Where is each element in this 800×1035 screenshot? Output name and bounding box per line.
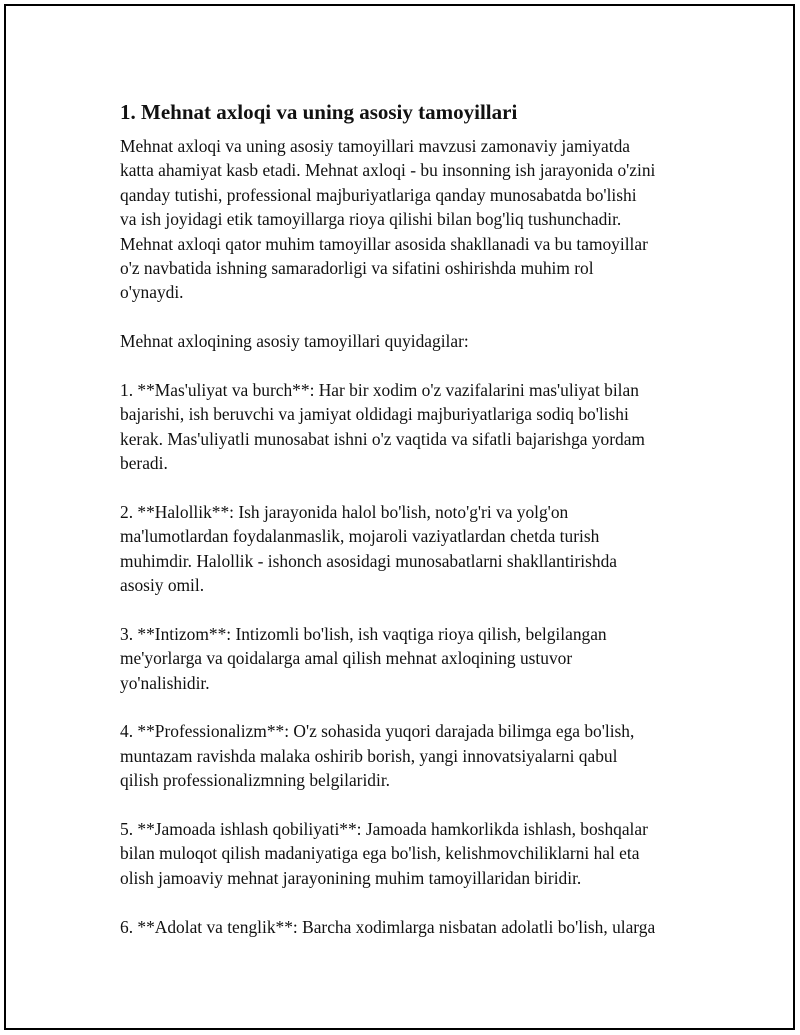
text-line: 5. **Jamoada ishlash qobiliyati**: Jamoada hamkorlikda ishlash, boshqalar [120, 818, 648, 839]
text-line: 4. **Professionalizm**: O'z sohasida yuqori darajada bilimga ega bo'lish, [120, 721, 635, 742]
text-line: qanday tutishi, professional majburiyatlariga qanday munosabatda bo'lishi [120, 184, 637, 205]
text-line: ma'lumotlardan foydalanmaslik, mojaroli vaziyatlardan chetda turish [120, 526, 600, 547]
document-title: 1. Mehnat axloqi va uning asosiy tamoyillari [120, 100, 518, 124]
text-line: 6. **Adolat va tenglik**: Barcha xodimlarga nisbatan adolatli bo'lish, ularga [120, 916, 656, 937]
text-line: va ish joyidagi etik tamoyillarga rioya qilishi bilan bog'liq tushunchadir. [120, 209, 622, 230]
page-frame [4, 4, 795, 1030]
blank-line [120, 695, 700, 719]
text-line: muhimdir. Halollik - ishonch asosidagi munosabatlarni shakllantirishda [120, 550, 618, 571]
text-line: 1. **Mas'uliyat va burch**: Har bir xodim o'z vazifalarini mas'uliyat bilan [120, 379, 639, 400]
text-line: yo'nalishidir. [120, 672, 210, 693]
text-line: bilan muloqot qilish madaniyatiga ega bo'lish, kelishmovchiliklarni hal eta [120, 843, 640, 864]
text-line: katta ahamiyat kasb etadi. Mehnat axloqi - bu insonning ish jarayonida o'zini [120, 160, 656, 181]
blank-line [120, 305, 700, 329]
text-line: 2. **Halollik**: Ish jarayonida halol bo'lish, noto'g'ri va yolg'on [120, 501, 569, 522]
document-body [120, 97, 700, 939]
text-line: bajarishi, ish beruvchi va jamiyat oldidagi majburiyatlariga sodiq bo'lishi [120, 404, 629, 425]
blank-line [120, 597, 700, 621]
blank-line [120, 354, 700, 378]
text-line: Mehnat axloqi va uning asosiy tamoyillari mavzusi zamonaviy jamiyatda [120, 136, 631, 156]
blank-line [120, 793, 700, 817]
text-line: me'yorlarga va qoidalarga amal qilish mehnat axloqining ustuvor [120, 648, 573, 669]
document-text [120, 134, 700, 939]
blank-line [120, 475, 700, 499]
text-line: Mehnat axloqi qator muhim tamoyillar asosida shakllanadi va bu tamoyillar [120, 233, 648, 254]
text-line: olish jamoaviy mehnat jarayonining muhim tamoyillaridan biridir. [120, 867, 582, 888]
text-line: o'ynaydi. [120, 282, 184, 303]
text-line: qilish professionalizmning belgilaridir. [120, 770, 390, 791]
text-line: o'z navbatida ishning samaradorligi va sifatini oshirishda muhim rol [120, 257, 594, 278]
text-line: Mehnat axloqining asosiy tamoyillari quyidagilar: [120, 331, 469, 352]
text-line: muntazam ravishda malaka oshirib borish, yangi innovatsiyalarni qabul [120, 745, 618, 766]
text-line: beradi. [120, 453, 168, 474]
text-line: asosiy omil. [120, 575, 205, 596]
text-line: 3. **Intizom**: Intizomli bo'lish, ish vaqtiga rioya qilish, belgilangan [120, 623, 607, 644]
blank-line [120, 890, 700, 914]
text-line: kerak. Mas'uliyatli munosabat ishni o'z vaqtida va sifatli bajarishga yordam [120, 428, 645, 449]
